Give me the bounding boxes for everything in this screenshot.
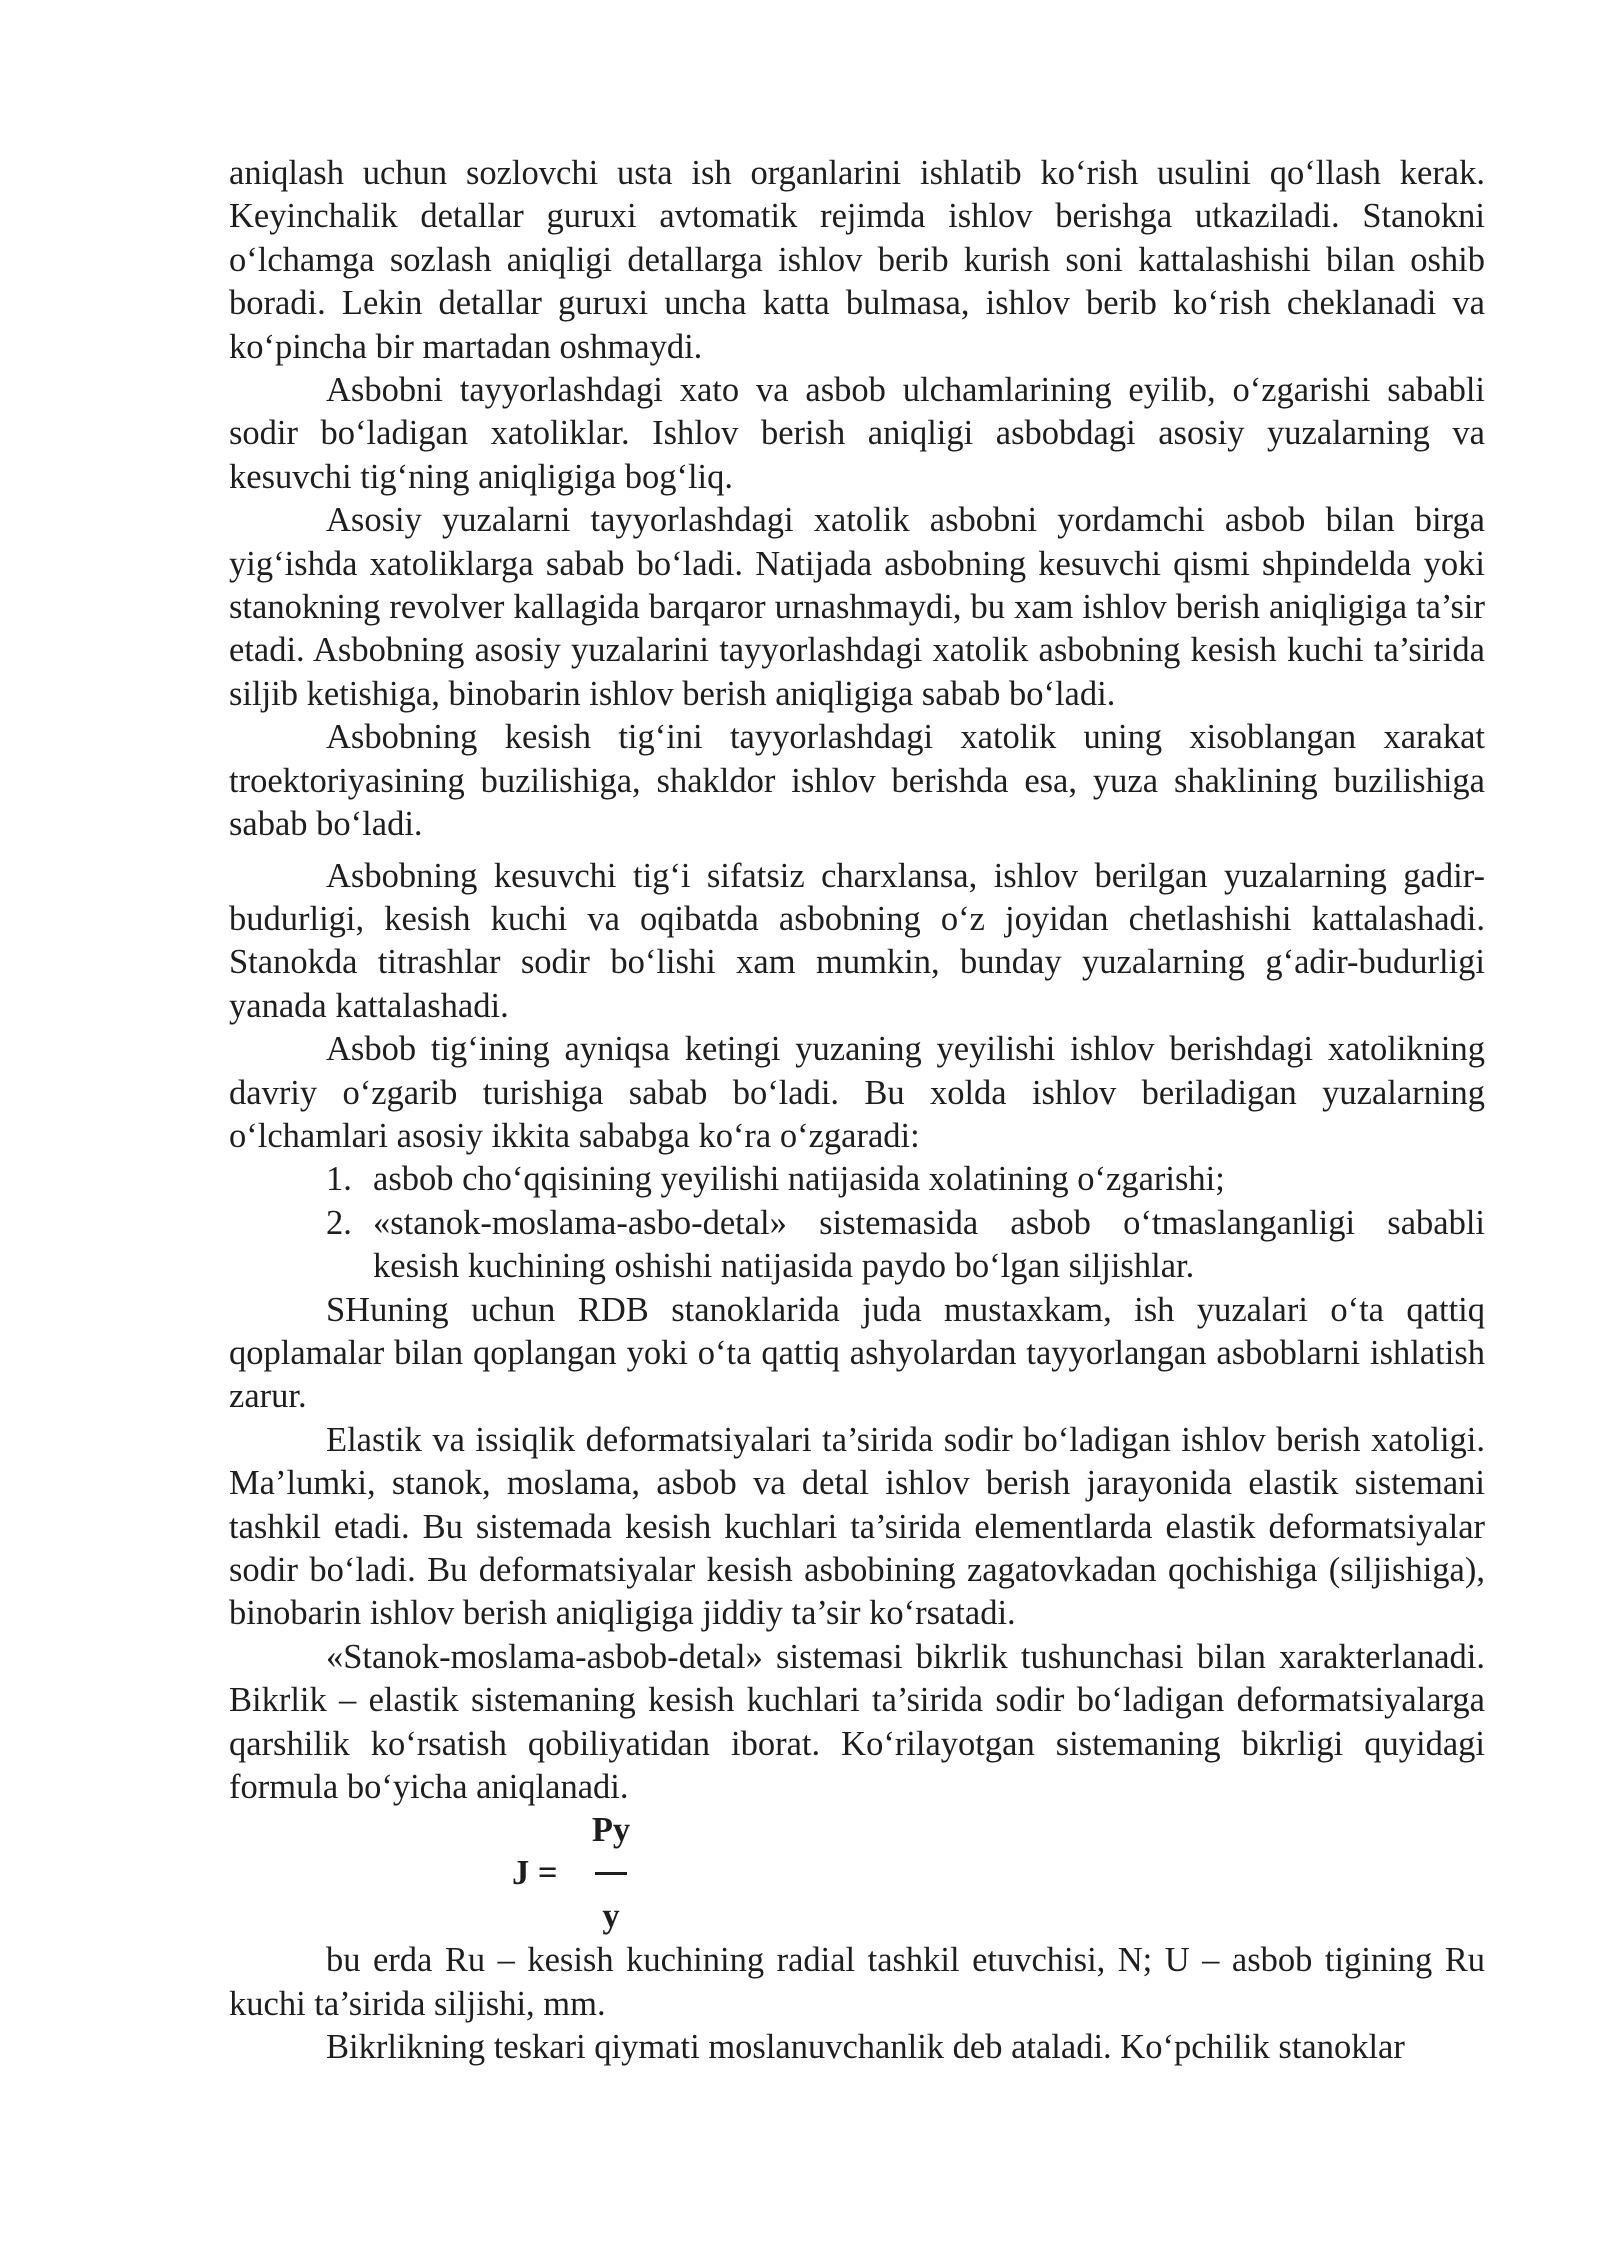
paragraph: Asbobning kesish tig‘ini tayyorlashdagi xatolik uning xisoblangan xarakat troektoriyasining buzilishiga, shakldor ishlov berishda esa, yuza shaklining buzilishiga sabab bo‘ladi. xyxy=(229,718,1485,844)
list-item-number: 2. xyxy=(326,1203,352,1242)
list-item-number: 1. xyxy=(326,1160,352,1199)
fraction-bar xyxy=(595,1872,627,1875)
paragraph: aniqlash uchun sozlovchi usta ish organlarini ishlatib ko‘rish usulini qo‘llash kerak. Keyinchalik detallar guruxi avtomatik rejimda ishlov berishga utkaziladi. Stanokni o‘lchamga sozlash aniqligi detallarga ishlov berib kurish soni kattalashishi bilan oshib boradi. Lekin detallar guruxi uncha katta bulmasa, ishlov berib ko‘rish cheklanadi va ko‘pincha bir martadan oshmaydi. xyxy=(229,154,1485,366)
formula-fraction xyxy=(581,1809,641,1938)
paragraph: SHuning uchun RDB stanoklarida juda mustaxkam, ish yuzalari o‘ta qattiq qoplamalar bilan qoplangan yoki o‘ta qattiq ashyolardan tayyorlangan asboblarni ishlatish zarur. xyxy=(229,1290,1485,1416)
paragraph: bu erda Ru – kesish kuchining radial tashkil etuvchisi, N; U – asbob tigining Ru kuchi ta’sirida siljishi, mm. xyxy=(229,1941,1485,2023)
numbered-list xyxy=(229,1158,1485,1288)
document-page xyxy=(229,152,1485,2070)
formula-numerator: Py xyxy=(591,1811,631,1850)
paragraph: Asbobni tayyorlashdagi xato va asbob ulchamlarining eyilib, o‘zgarishi sababli sodir bo‘ladigan xatoliklar. Ishlov berish aniqligi asbobdagi asosiy yuzalarning va kesuvchi tig‘ning aniqligiga bog‘liq. xyxy=(229,371,1485,496)
paragraph: Asbobning kesuvchi tig‘i sifatsiz charxlansa, ishlov berilgan yuzalarning gadir-budurligi, kesish kuchi va oqibatda asbobning o‘z joyidan chetlashishi kattalashadi. Stanokda titrashlar sodir bo‘lishi xam mumkin, bunday yuzalarning g‘adir-budurligi yanada kattalashadi. xyxy=(229,856,1485,1025)
list-item-text: asbob cho‘qqisining yeyilishi natijasida xolatining o‘zgarishi; xyxy=(373,1160,1225,1199)
list-item xyxy=(229,1158,1485,1201)
formula-denominator: y xyxy=(602,1897,620,1936)
paragraph: Bikrlikning teskari qiymati moslanuvchanlik deb ataladi. Ko‘pchilik stanoklar xyxy=(326,2028,1405,2067)
paragraph: Asosiy yuzalarni tayyorlashdagi xatolik asbobni yordamchi asbob bilan birga yig‘ishda xatoliklarga sabab bo‘ladi. Natijada asbobning kesuvchi qismi shpindelda yoki stanokning revolver kallagida barqaror urnashmaydi, bu xam ishlov berish aniqligiga ta’sir etadi. Asbobning asosiy yuzalarini tayyorlashdagi xatolik asbobning kesish kuchi ta’sirida siljib ketishiga, binobarin ishlov berish aniqligiga sabab bo‘ladi. xyxy=(229,501,1485,713)
list-item-text: «stanok-moslama-asbo-detal» sistemasida asbob o‘tmaslanganligi sababli kesish kuchining oshishi natijasida paydo bo‘lgan siljishlar. xyxy=(373,1203,1485,1286)
stiffness-formula xyxy=(229,1809,1485,1939)
paragraph: «Stanok-moslama-asbob-detal» sistemasi bikrlik tushunchasi bilan xarakterlanadi. Bikrlik – elastik sistemaning kesish kuchlari ta’sirida sodir bo‘ladigan deformatsiyalarga qarshilik ko‘rsatish qobiliyatidan iborat. Ko‘rilayotgan sistemaning bikrligi quyidagi formula bo‘yicha aniqlanadi. xyxy=(229,1637,1485,1807)
list-item xyxy=(229,1202,1485,1289)
paragraph: Asbob tig‘ining ayniqsa ketingi yuzaning yeyilishi ishlov berishdagi xatolikning davriy o‘zgarib turishiga sabab bo‘ladi. Bu xolda ishlov beriladigan yuzalarning o‘lchamlari asosiy ikkita sababga ko‘ra o‘zgaradi: xyxy=(229,1030,1485,1155)
paragraph: Elastik va issiqlik deformatsiyalari ta’sirida sodir bo‘ladigan ishlov berish xatoligi. Ma’lumki, stanok, moslama, asbob va detal ishlov berish jarayonida elastik sistemani tashkil etadi. Bu sistemada kesish kuchlari ta’sirida elementlarda elastik deformatsiyalar sodir bo‘ladi. Bu deformatsiyalar kesish asbobining zagatovkadan qochishiga (siljishiga), binobarin ishlov berish aniqligiga jiddiy ta’sir ko‘rsatadi. xyxy=(229,1420,1485,1633)
formula-lhs: J = xyxy=(512,1854,558,1893)
